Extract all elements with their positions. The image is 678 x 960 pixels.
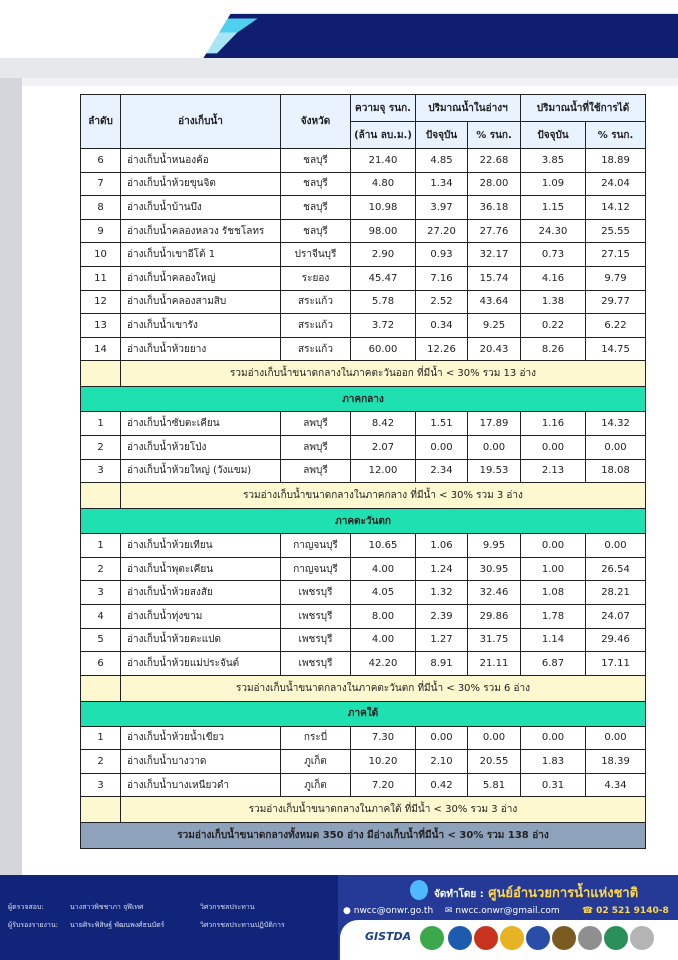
cell-capacity: 21.40 [351,149,416,173]
cell-reservoir: อ่างเก็บน้ำห้วยขุนจิต [121,172,281,196]
summary-text: รวมอ่างเก็บน้ำขนาดกลางในภาคใต้ ที่มีน้ำ < 30% รวม 3 อ่าง [121,797,646,823]
cell-capacity: 8.42 [351,412,416,436]
cell-reservoir: อ่างเก็บน้ำห้วยยาง [121,337,281,361]
cell-usable-percent: 14.12 [586,196,646,220]
cell-usable-current: 1.15 [521,196,586,220]
cell-capacity: 45.47 [351,266,416,290]
cell-usable-current: 0.00 [521,435,586,459]
cell-usable-current: 1.83 [521,750,586,774]
cell-storage-current: 0.93 [416,243,468,267]
region-header-row [81,701,646,726]
col-storage-percent: % รนก. [468,122,521,149]
email-text[interactable]: nwcc.onwr@gmail.com [455,906,560,916]
cell-storage-percent: 32.46 [468,581,521,605]
cell-storage-percent: 30.95 [468,557,521,581]
cell-reservoir: อ่างเก็บน้ำห้วยใหญ่ (วังแขม) [121,459,281,483]
cell-storage-percent: 20.43 [468,337,521,361]
cell-storage-current: 4.85 [416,149,468,173]
cell-reservoir: อ่างเก็บน้ำห้วยแม่ประจันต์ [121,652,281,676]
summary-row [81,483,646,509]
cell-usable-current: 1.78 [521,604,586,628]
cell-usable-current: 1.08 [521,581,586,605]
cell-capacity: 3.72 [351,314,416,338]
cell-order: 2 [81,435,121,459]
cell-storage-percent: 27.76 [468,219,521,243]
cell-reservoir: อ่างเก็บน้ำคลองหลวง รัชชโลทร [121,219,281,243]
cell-capacity: 4.00 [351,628,416,652]
page-margin [0,0,22,875]
cell-storage-current: 2.52 [416,290,468,314]
cell-storage-percent: 5.81 [468,773,521,797]
cell-usable-percent: 29.46 [586,628,646,652]
cell-province: ลพบุรี [281,412,351,436]
table-row [81,581,646,605]
cell-usable-percent: 18.89 [586,149,646,173]
cell-capacity: 4.80 [351,172,416,196]
cell-storage-percent: 29.86 [468,604,521,628]
cell-usable-current: 2.13 [521,459,586,483]
summary-spacer [81,361,121,387]
cell-storage-percent: 19.53 [468,459,521,483]
col-capacity-unit: (ล้าน ลบ.ม.) [351,122,416,149]
cell-usable-percent: 18.08 [586,459,646,483]
cell-capacity: 10.65 [351,534,416,558]
cell-usable-percent: 6.22 [586,314,646,338]
cell-capacity: 5.78 [351,290,416,314]
website-text[interactable]: nwcc@onwr.go.th [353,906,434,916]
water-drop-logo [410,880,428,900]
cell-capacity: 2.07 [351,435,416,459]
cell-usable-percent: 24.04 [586,172,646,196]
cell-province: เพชรบุรี [281,581,351,605]
cell-usable-percent: 18.39 [586,750,646,774]
cell-storage-current: 0.00 [416,726,468,750]
cell-storage-current: 2.39 [416,604,468,628]
cell-reservoir: อ่างเก็บน้ำบ้านบึง [121,196,281,220]
cell-province: สระแก้ว [281,337,351,361]
cell-order: 2 [81,557,121,581]
cell-reservoir: อ่างเก็บน้ำห้วยเทียน [121,534,281,558]
cell-province: ลพบุรี [281,435,351,459]
region-name: ภาคตะวันตก [81,509,646,534]
cell-capacity: 42.20 [351,652,416,676]
cell-storage-current: 1.27 [416,628,468,652]
cell-usable-current: 4.16 [521,266,586,290]
summary-row [81,797,646,823]
organization-title [434,882,638,903]
cell-reservoir: อ่างเก็บน้ำห้วยน้ำเขียว [121,726,281,750]
cell-usable-current: 0.31 [521,773,586,797]
cell-order: 2 [81,750,121,774]
summary-text: รวมอ่างเก็บน้ำขนาดกลางในภาคกลาง ที่มีน้ำ < 30% รวม 3 อ่าง [121,483,646,509]
cell-usable-percent: 0.00 [586,726,646,750]
cell-order: 13 [81,314,121,338]
cell-usable-percent: 27.15 [586,243,646,267]
agency-logo-icon-1 [448,926,472,950]
header-gray-band [0,58,678,78]
cell-order: 5 [81,628,121,652]
table-row [81,604,646,628]
cell-usable-percent: 14.75 [586,337,646,361]
cell-storage-current: 7.16 [416,266,468,290]
cell-usable-current: 1.38 [521,290,586,314]
summary-spacer [81,675,121,701]
website-contact [343,906,433,916]
cell-capacity: 98.00 [351,219,416,243]
cell-storage-percent: 32.17 [468,243,521,267]
table-row [81,652,646,676]
cell-province: ภูเก็ต [281,773,351,797]
cell-province: กาญจนบุรี [281,557,351,581]
cell-storage-percent: 0.00 [468,435,521,459]
agency-logo-icon-6 [578,926,602,950]
cell-usable-current: 0.00 [521,726,586,750]
cell-storage-current: 8.91 [416,652,468,676]
cell-order: 3 [81,459,121,483]
table-row [81,726,646,750]
cell-reservoir: อ่างเก็บน้ำเขาอีโต้ 1 [121,243,281,267]
cell-storage-current: 2.10 [416,750,468,774]
phone-icon: ☎ [582,906,594,916]
cell-usable-current: 24.30 [521,219,586,243]
cell-province: สระแก้ว [281,290,351,314]
agency-logo-icon-4 [526,926,550,950]
table-row [81,750,646,774]
table-body [81,149,646,849]
cell-storage-current: 0.42 [416,773,468,797]
cell-storage-percent: 0.00 [468,726,521,750]
cell-province: ลพบุรี [281,459,351,483]
cell-reservoir: อ่างเก็บน้ำห้วยสงสัย [121,581,281,605]
cell-storage-percent: 36.18 [468,196,521,220]
cell-storage-current: 0.00 [416,435,468,459]
cell-order: 1 [81,726,121,750]
cell-usable-current: 1.14 [521,628,586,652]
cell-order: 6 [81,149,121,173]
cell-usable-current: 6.87 [521,652,586,676]
email-contact [445,906,560,916]
cell-usable-percent: 17.11 [586,652,646,676]
grand-total-row [81,823,646,849]
cell-province: ระยอง [281,266,351,290]
cell-reservoir: อ่างเก็บน้ำห้วยโป่ง [121,435,281,459]
cell-capacity: 12.00 [351,459,416,483]
col-reservoir-header: อ่างเก็บน้ำ [121,95,281,149]
table-row [81,337,646,361]
cell-storage-percent: 17.89 [468,412,521,436]
cell-reservoir: อ่างเก็บน้ำทุ่งขาม [121,604,281,628]
cell-province: ชลบุรี [281,149,351,173]
cell-province: เพชรบุรี [281,628,351,652]
cell-province: ชลบุรี [281,172,351,196]
cell-usable-percent: 24.07 [586,604,646,628]
cell-usable-percent: 28.21 [586,581,646,605]
summary-row [81,675,646,701]
cell-usable-percent: 0.00 [586,534,646,558]
cell-storage-current: 2.34 [416,459,468,483]
approver-role: วิศวกรชลประทานปฏิบัติการ [200,921,285,929]
approver-label: ผู้รับรองรายงาน: [8,921,58,929]
gistda-logo: GISTDA [365,930,412,943]
cell-usable-current: 1.00 [521,557,586,581]
cell-order: 6 [81,652,121,676]
cell-usable-percent: 9.79 [586,266,646,290]
summary-spacer [81,797,121,823]
cell-reservoir: อ่างเก็บน้ำบางเหนียวดำ [121,773,281,797]
mail-icon: ✉ [445,906,453,916]
cell-reservoir: อ่างเก็บน้ำซับตะเคียน [121,412,281,436]
cell-province: เพชรบุรี [281,652,351,676]
table-row [81,628,646,652]
cell-storage-percent: 20.55 [468,750,521,774]
summary-row [81,361,646,387]
cell-capacity: 8.00 [351,604,416,628]
region-name: ภาคกลาง [81,387,646,412]
agency-logo-icon-7 [604,926,628,950]
cell-reservoir: อ่างเก็บน้ำหนองค้อ [121,149,281,173]
reservoir-table [80,94,646,849]
leaf-logo-icon [420,926,444,950]
table-row [81,149,646,173]
cell-order: 9 [81,219,121,243]
agency-logo-icon-5 [552,926,576,950]
table-row [81,290,646,314]
cell-reservoir: อ่างเก็บน้ำเขารัง [121,314,281,338]
approver-name: นายศิระพิสิษฐ์ พัฒนพงศ์ธนบัตร์ [70,921,165,929]
table-row [81,196,646,220]
summary-spacer [81,483,121,509]
cell-order: 11 [81,266,121,290]
cell-province: ชลบุรี [281,219,351,243]
region-name: ภาคใต้ [81,701,646,726]
cell-storage-current: 1.34 [416,172,468,196]
cell-order: 14 [81,337,121,361]
col-capacity-header: ความจุ รนก. [351,95,416,122]
agency-logo-icon-3 [500,926,524,950]
cell-province: ปราจีนบุรี [281,243,351,267]
cell-storage-current: 12.26 [416,337,468,361]
cell-storage-current: 0.34 [416,314,468,338]
cell-capacity: 60.00 [351,337,416,361]
col-order-header: ลำดับ [81,95,121,149]
cell-capacity: 4.00 [351,557,416,581]
table-row [81,459,646,483]
region-header-row [81,509,646,534]
cell-usable-percent: 26.54 [586,557,646,581]
cell-capacity: 10.20 [351,750,416,774]
cell-usable-current: 3.85 [521,149,586,173]
cell-usable-current: 0.73 [521,243,586,267]
table-row [81,266,646,290]
col-storage-current: ปัจจุบัน [416,122,468,149]
cell-reservoir: อ่างเก็บน้ำบางวาด [121,750,281,774]
cell-province: ภูเก็ต [281,750,351,774]
agency-logo-icon-2 [474,926,498,950]
cell-storage-percent: 15.74 [468,266,521,290]
checker-name: นางสาวพิชชาภา จุฬิเทศ [70,903,144,911]
cell-province: เพชรบุรี [281,604,351,628]
cell-usable-current: 1.16 [521,412,586,436]
cell-order: 4 [81,604,121,628]
phone-text[interactable]: 02 521 9140-8 [596,906,669,916]
cell-capacity: 4.05 [351,581,416,605]
cell-capacity: 2.90 [351,243,416,267]
cell-reservoir: อ่างเก็บน้ำคลองสามสิบ [121,290,281,314]
cell-order: 8 [81,196,121,220]
cell-order: 7 [81,172,121,196]
cell-usable-percent: 14.32 [586,412,646,436]
cell-storage-percent: 21.11 [468,652,521,676]
col-province-header: จังหวัด [281,95,351,149]
cell-order: 10 [81,243,121,267]
cell-storage-current: 1.32 [416,581,468,605]
cell-capacity: 10.98 [351,196,416,220]
cell-province: กาญจนบุรี [281,534,351,558]
cell-usable-percent: 4.34 [586,773,646,797]
cell-reservoir: อ่างเก็บน้ำห้วยตะแปด [121,628,281,652]
cell-storage-percent: 31.75 [468,628,521,652]
table-row [81,172,646,196]
cell-storage-percent: 9.25 [468,314,521,338]
cell-usable-current: 1.09 [521,172,586,196]
table-row [81,219,646,243]
cell-usable-current: 8.26 [521,337,586,361]
summary-text: รวมอ่างเก็บน้ำขนาดกลางในภาคตะวันออก ที่มีน้ำ < 30% รวม 13 อ่าง [121,361,646,387]
cell-usable-current: 0.22 [521,314,586,338]
cell-province: กระบี่ [281,726,351,750]
cell-storage-percent: 22.68 [468,149,521,173]
table-row [81,314,646,338]
made-by-label: จัดทำโดย : [434,889,484,900]
cell-usable-percent: 29.77 [586,290,646,314]
cell-order: 12 [81,290,121,314]
cell-storage-percent: 28.00 [468,172,521,196]
globe-icon: ● [343,906,351,916]
organization-name: ศูนย์อำนวยการน้ำแห่งชาติ [488,886,639,901]
col-usable-percent: % รนก. [586,122,646,149]
header-divider [22,78,678,86]
cell-province: สระแก้ว [281,314,351,338]
cell-capacity: 7.20 [351,773,416,797]
table-row [81,557,646,581]
grand-total-text: รวมอ่างเก็บน้ำขนาดกลางทั้งหมด 350 อ่าง มีอ่างเก็บน้ำที่มีน้ำ < 30% รวม 138 อ่าง [81,823,646,849]
agency-logo-icon-8 [630,926,654,950]
cell-order: 1 [81,534,121,558]
cell-usable-current: 0.00 [521,534,586,558]
phone-contact [582,906,669,916]
col-storage-header: ปริมาณน้ำในอ่างฯ [416,95,521,122]
cell-order: 3 [81,773,121,797]
cell-storage-current: 1.51 [416,412,468,436]
checker-role: วิศวกรชลประทาน [200,903,255,911]
cell-storage-percent: 43.64 [468,290,521,314]
cell-usable-percent: 0.00 [586,435,646,459]
cell-storage-current: 3.97 [416,196,468,220]
table-row [81,435,646,459]
table-row [81,773,646,797]
region-header-row [81,387,646,412]
cell-storage-percent: 9.95 [468,534,521,558]
cell-order: 3 [81,581,121,605]
cell-province: ชลบุรี [281,196,351,220]
summary-text: รวมอ่างเก็บน้ำขนาดกลางในภาคตะวันตก ที่มีน้ำ < 30% รวม 6 อ่าง [121,675,646,701]
checker-label: ผู้ตรวจสอบ: [8,903,44,911]
cell-reservoir: อ่างเก็บน้ำพุตะเคียน [121,557,281,581]
cell-storage-current: 1.06 [416,534,468,558]
cell-storage-current: 1.24 [416,557,468,581]
table-row [81,534,646,558]
cell-order: 1 [81,412,121,436]
col-usable-current: ปัจจุบัน [521,122,586,149]
table-row [81,243,646,267]
cell-usable-percent: 25.55 [586,219,646,243]
cell-reservoir: อ่างเก็บน้ำคลองใหญ่ [121,266,281,290]
cell-storage-current: 27.20 [416,219,468,243]
table-row [81,412,646,436]
cell-capacity: 7.30 [351,726,416,750]
col-usable-header: ปริมาณน้ำที่ใช้การได้ [521,95,646,122]
